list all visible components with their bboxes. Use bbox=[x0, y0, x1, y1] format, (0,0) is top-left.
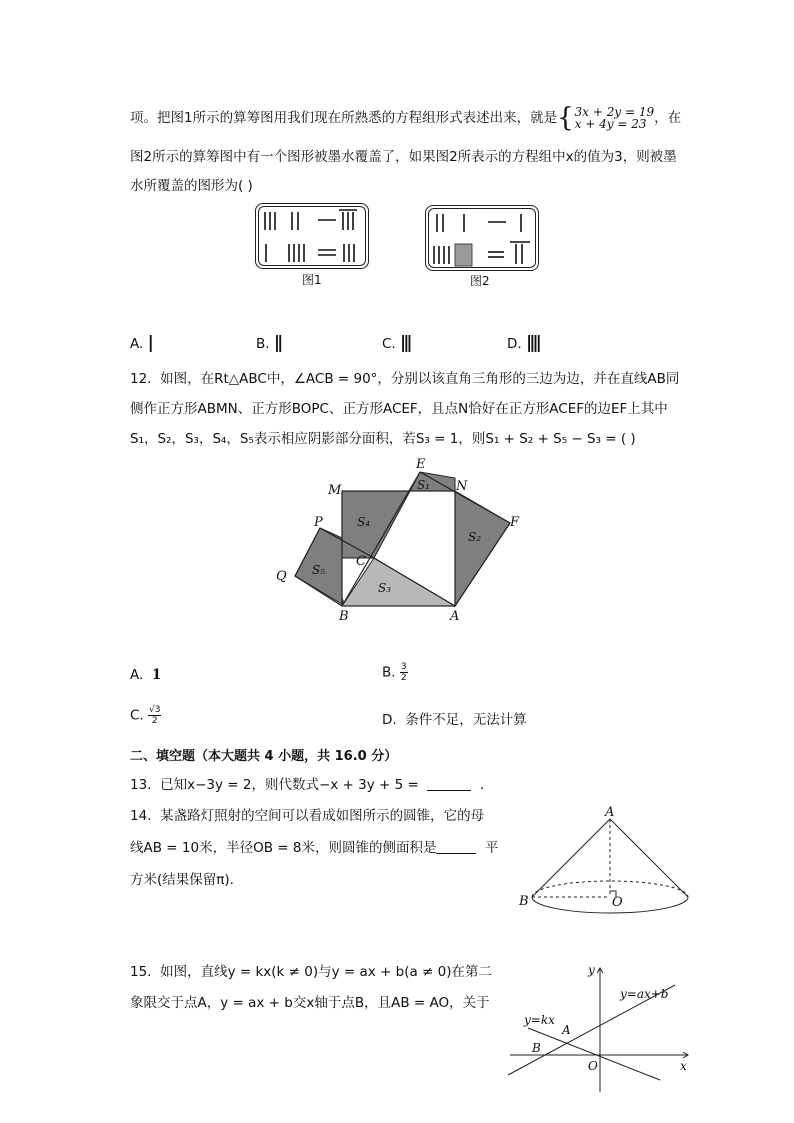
label-f: F bbox=[510, 515, 520, 530]
label-o: O bbox=[588, 1059, 598, 1073]
label-y: y bbox=[588, 963, 595, 977]
equation-1: 3x + 2y = 19 bbox=[574, 105, 655, 119]
q11-line3: 水所覆盖的图形为( ) bbox=[130, 178, 253, 194]
cone-figure bbox=[510, 805, 700, 920]
label-e: E bbox=[416, 457, 426, 472]
q14-line3: 方米(结果保留π)． bbox=[130, 872, 244, 888]
q12-line1 bbox=[130, 369, 679, 389]
label-a: A bbox=[605, 805, 615, 820]
q12-line1-text: 如图，在Rt△ABC中，∠ACB = 90°，分别以该直角三角形的三边为边，并在直线AB同 bbox=[160, 371, 680, 387]
fraction: $\frac{√3}{2}$ bbox=[149, 705, 161, 726]
q11-option-c[interactable]: C. ||| bbox=[382, 333, 410, 353]
figure-2-rod-marks bbox=[426, 206, 538, 270]
lines-graph-figure bbox=[500, 960, 700, 1095]
rod-glyph: || bbox=[273, 333, 281, 353]
answer-blank[interactable] bbox=[436, 839, 476, 854]
label-x: x bbox=[680, 1059, 687, 1073]
equation-brace: { bbox=[557, 103, 574, 133]
q12-line2: 侧作正方形ABMN、正方形BOPC、正方形ACEF，且点N恰好在正方形ACEF的边EF上其中 bbox=[130, 401, 668, 417]
q12-line3: S₁，S₂，S₃，S₄，S₅表示相应阴影部分面积，若S₃ = 1，则S₁ + S₂ + S₅ − S₃ = ( ) bbox=[130, 431, 636, 447]
q11-line1-end: ，在 bbox=[654, 110, 682, 126]
equation-2: x + 4y = 23 bbox=[574, 117, 647, 131]
label-s2: S₂ bbox=[468, 530, 482, 544]
q12-option-c[interactable]: C. $\frac{√3}{2}$ bbox=[130, 705, 161, 726]
q13: 13. 已知x−3y = 2，则代数式−x + 3y + 5 = . bbox=[130, 777, 485, 793]
rod-glyph: ||| bbox=[400, 333, 410, 353]
question-number: 15. bbox=[130, 964, 152, 980]
label-p: P bbox=[314, 515, 323, 530]
ink-covered-rod bbox=[455, 244, 472, 266]
figure-1-rod-marks bbox=[256, 204, 368, 268]
question-number: 14. bbox=[130, 808, 152, 824]
label-b: B bbox=[339, 609, 349, 624]
figure-2-rods bbox=[425, 205, 539, 271]
q12-squares-figure bbox=[260, 448, 540, 628]
label-s1: S₁ bbox=[417, 478, 431, 492]
figure-1-rods bbox=[255, 203, 369, 269]
label-a: A bbox=[450, 609, 460, 624]
label-line-ab: y=ax+b bbox=[620, 987, 669, 1001]
rod-glyph: | bbox=[147, 333, 154, 353]
label-q: Q bbox=[276, 569, 287, 584]
section-title: 二、填空题（本大题共 4 小题，共 16.0 分） bbox=[130, 749, 398, 764]
q11-option-a[interactable]: A. | bbox=[130, 333, 154, 353]
rod-glyph: |||| bbox=[525, 333, 539, 353]
answer-blank[interactable] bbox=[427, 776, 471, 791]
label-s5: S₅ bbox=[312, 563, 326, 577]
figure-2-caption: 图2 bbox=[470, 274, 490, 288]
question-number: 12. bbox=[130, 371, 152, 387]
region-s2 bbox=[455, 491, 510, 606]
q11-option-d[interactable]: D. |||| bbox=[507, 333, 539, 353]
label-b: B bbox=[519, 894, 529, 909]
label-o: O bbox=[612, 895, 623, 910]
question-number: 13. bbox=[130, 777, 152, 793]
label-a: A bbox=[562, 1023, 571, 1037]
q12-option-a[interactable]: A. 1 bbox=[130, 667, 162, 683]
label-n: N bbox=[456, 479, 468, 494]
q11-line2: 图2所示的算筹图中有一个图形被墨水覆盖了，如果图2所表示的方程组中x的值为3，则被墨 bbox=[130, 149, 677, 165]
q14-line2: 线AB = 10米，半径OB = 8米，则圆锥的侧面积是 平 bbox=[130, 840, 499, 856]
fraction: $\frac{3}{2}$ bbox=[400, 662, 407, 683]
q14-line1: 14. 某盏路灯照射的空间可以看成如图所示的圆锥，它的母 bbox=[130, 808, 485, 824]
label-m: M bbox=[328, 483, 342, 498]
label-c: C bbox=[356, 554, 366, 569]
label-s4: S₄ bbox=[357, 515, 371, 529]
equation-system bbox=[575, 106, 654, 130]
label-s3: S₃ bbox=[378, 581, 392, 595]
q11-line1-text: 项。把图1所示的算筹图用我们现在所熟悉的方程组形式表述出来，就是 bbox=[130, 110, 558, 126]
q11-line1 bbox=[130, 103, 682, 133]
label-b: B bbox=[532, 1041, 541, 1055]
q11-option-b[interactable]: B. || bbox=[256, 333, 281, 353]
q12-option-b[interactable]: B. $\frac{3}{2}$ bbox=[382, 662, 407, 683]
figure-1-caption: 图1 bbox=[302, 273, 322, 287]
q15-line2: 象限交于点A，y = ax + b交x轴于点B，且AB = AO，关于 bbox=[130, 995, 490, 1011]
label-line-kx: y=kx bbox=[524, 1013, 555, 1027]
q15-line1: 15. 如图，直线y = kx(k ≠ 0)与y = ax + b(a ≠ 0)在第二 bbox=[130, 964, 493, 980]
q12-option-d[interactable]: D. 条件不足，无法计算 bbox=[382, 712, 527, 728]
